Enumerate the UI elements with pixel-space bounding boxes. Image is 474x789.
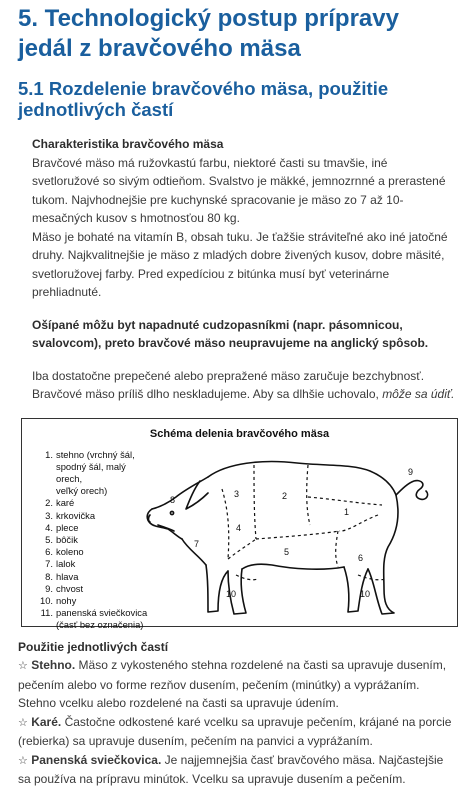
legend-label: karé: [56, 497, 75, 509]
diagram-title: Schéma delenia bravčového mäsa: [149, 427, 330, 440]
characteristics-paragraph-2: Mäso je bohaté na vitamín B, obsah tuku. Je ťažšie stráviteľné ako iné jatočné druhy. Najkvalitnejšie je mäso z mladých dobre živených kusov, dobre mäsité, svetloružovej farby. Pred expedíciou z bitúnka musí byť veterinárne prehliadnuté.: [32, 229, 448, 299]
storage-note: [18, 367, 456, 404]
legend-number: 4.: [45, 521, 53, 533]
legend-label: nohy: [56, 594, 77, 606]
usage-item-text: Častočne odkostené karé vcelku sa upravuje pečením, krájané na porcie (rebierka) sa upravuje dusením, pečením na panvici a vyprážaním.: [18, 714, 452, 748]
cut-number-7: 7: [194, 538, 200, 549]
cut-number-1: 1: [344, 506, 350, 517]
cut-number-2: 2: [282, 490, 288, 501]
usage-item: [18, 713, 456, 751]
pig-illustration: [22, 419, 457, 626]
legend-label: krkovička: [56, 509, 96, 521]
cut-number-9: 9: [408, 466, 414, 477]
parasite-warning: Ošípané môžu byt napadnuté cudzopasníkmi (napr. pásomnicou, svalovcom), preto bravčové mäso neupravujeme na anglický spôsob.: [32, 317, 429, 350]
legend-label: bôčik: [56, 533, 78, 545]
legend-label: chvost: [56, 582, 84, 594]
usage-section: [18, 638, 456, 789]
legend-number: 9.: [45, 582, 53, 594]
usage-item-name: Panenská sviečkovica.: [27, 752, 162, 767]
usage-item-name: Karé.: [27, 714, 62, 729]
usage-item-text: Je najjemnejšia časť bravčového mäsa. Najčastejšie sa používa na prípravu minútok. Vcelku sa upravuje dusením a pečením.: [18, 752, 444, 786]
cut-number-10b: 10: [360, 588, 371, 599]
usage-item-text: Mäso z vykosteného stehna rozdelené na časti sa upravuje dusením, pečením alebo vo forme rezňov dusením, pečením (minútky) a vyprážaním. Stehno vcelku alebo rozdelené na časti sa upravuje údením.: [18, 658, 447, 710]
page-title: 5. Technologický postup prípravy jedál z bravčového mäsa: [18, 5, 399, 62]
legend-number: 5.: [45, 533, 53, 545]
legend-number: 7.: [45, 558, 53, 570]
legend-label: lalok: [56, 558, 76, 570]
usage-list: [18, 656, 456, 789]
legend-number: 3.: [45, 509, 53, 521]
storage-note-italic: môže sa údiť.: [382, 387, 455, 401]
legend-number: 11.: [40, 607, 53, 619]
section-title: 5.1 Rozdelenie bravčového mäsa, použitie jednotlivých častí: [18, 78, 389, 120]
legend-label: hlava: [56, 570, 79, 582]
legend-label: plece: [56, 521, 79, 533]
usage-heading: Použitie jednotlivých častí: [18, 639, 169, 654]
legend-label: koleno: [56, 546, 84, 558]
characteristics-heading: Charakteristika bravčového mäsa: [32, 137, 224, 151]
legend-number: 8.: [45, 570, 53, 582]
legend-label-continued: spodný šál, malý orech,: [56, 460, 126, 484]
usage-item: [18, 751, 456, 789]
star-icon: ☆: [18, 716, 28, 729]
legend-label-continued: veľký orech): [56, 485, 108, 497]
legend-number: 6.: [45, 546, 53, 558]
legend-number: 2.: [45, 497, 53, 509]
legend-label: stehno (vrchný šál,: [56, 448, 135, 460]
pork-cuts-diagram: [21, 418, 458, 631]
usage-item-name: Stehno.: [27, 658, 76, 672]
star-icon: ☆: [18, 660, 28, 672]
characteristics-section: [18, 135, 456, 302]
legend-label-continued: (časť bez označenia): [56, 619, 144, 631]
characteristics-paragraph-1: Bravčové mäso má ružovkastú farbu, niektoré časti su tmavšie, iné svetloružové so sivým odtieňom. Svalstvo je mäkké, jemnozrnné a prerastené tukom. Najvhodnejšie pre kuchynské spracovanie je mäso zo 7 až 10-mesačných kusov s hmotnosťou 80 kg.: [32, 155, 446, 225]
legend-number: 10.: [40, 594, 54, 606]
cut-number-4: 4: [236, 522, 242, 533]
star-icon: ☆: [18, 754, 28, 767]
cut-number-5: 5: [284, 546, 290, 557]
storage-note-text: Iba dostatočne prepečené alebo prepražené mäso zaručuje bezchybnosť. Bravčové mäso príliš dlho neskladujeme. Aby sa dlhšie uchovalo,: [32, 368, 425, 401]
cut-number-6: 6: [358, 552, 364, 563]
cut-number-8: 8: [170, 494, 176, 505]
cut-number-10a: 10: [226, 588, 237, 599]
usage-item: [18, 656, 456, 713]
legend-label: panenská sviečkovica: [56, 607, 148, 619]
legend-number: 1.: [45, 448, 53, 460]
cut-number-3: 3: [234, 488, 240, 499]
